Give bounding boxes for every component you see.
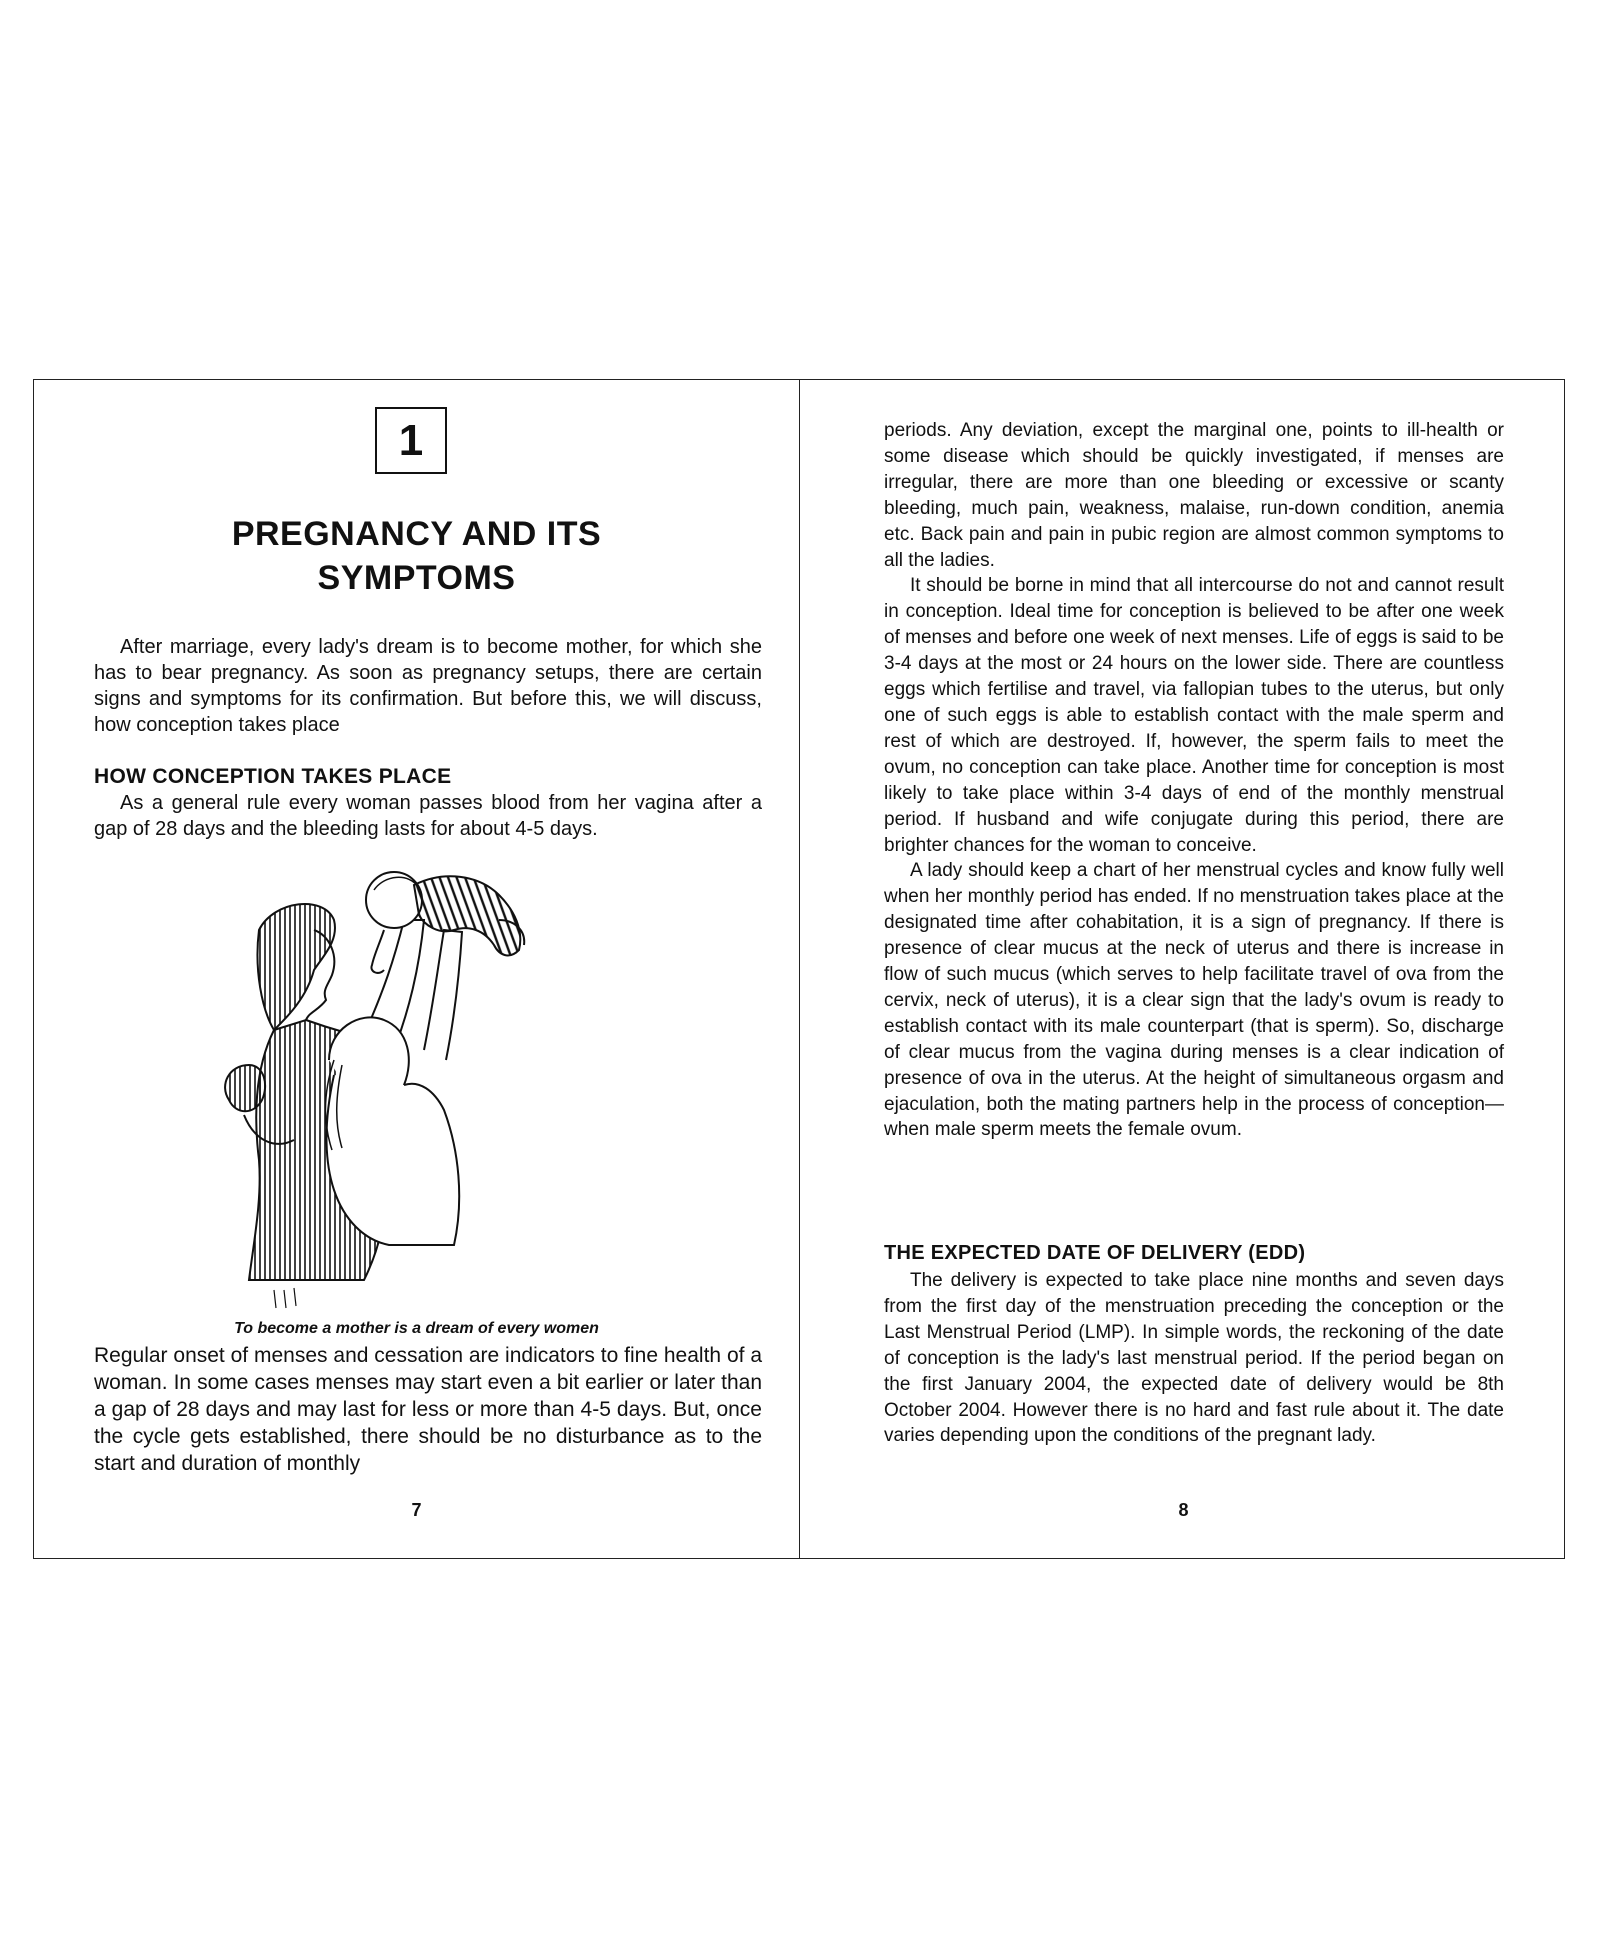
right-main-text	[884, 418, 1504, 1143]
page-number-left: 7	[411, 1500, 422, 1520]
menses-paragraph	[94, 1342, 762, 1477]
periods-paragraph: periods. Any deviation, except the marginal one, points to ill-health or some disease which should be quickly investigated, if menses are irregular, there are more than one bleeding or excessive or scanty bleeding, much pain, weakness, malaise, run-down condition, anemia etc. Back pain and pain in pubic region are almost common symptoms to all the ladies.	[884, 420, 1504, 571]
intercourse-paragraph: It should be borne in mind that all intercourse do not and cannot result in conception. Ideal time for conception is believed to be after one week of menses and before one week of next menses. Life of eggs is said to be 3-4 days at the most or 24 hours on the lower side. There are countless eggs which fertilise and travel, via fallopian tubes to the uterus, but only one of such eggs is able to establish contact with the male sperm and rest of which are destroyed. If, however, the sperm fails to meet the ovum, no conception can take place. Another time for conception is most likely to take place within 3-4 days of end of the monthly menstrual period. If husband and wife conjugate during this period, there are brighter chances for the woman to conceive.	[884, 575, 1504, 856]
page-divider	[799, 380, 800, 1558]
section-heading-edd: THE EXPECTED DATE OF DELIVERY (EDD)	[884, 1242, 1306, 1264]
conception-paragraph	[94, 790, 762, 842]
chapter-title	[34, 512, 799, 600]
intro-paragraph	[94, 634, 762, 738]
section-heading-conception: HOW CONCEPTION TAKES PLACE	[94, 765, 452, 788]
book-spread	[33, 379, 1565, 1559]
right-page	[801, 380, 1566, 1558]
menses-text: Regular onset of menses and cessation are indicators to fine health of a woman. In some cases menses may start even a bit earlier or later than a gap of 28 days and may last for less or more than 4-5 days. But, once the cycle gets established, there should be no disturbance as to the start and duration of monthly	[94, 1344, 762, 1475]
chapter-title-line1: PREGNANCY AND ITS	[231, 515, 602, 553]
edd-paragraph	[884, 1268, 1504, 1449]
intro-text: After marriage, every lady's dream is to become mother, for which she has to bear pregnancy. As soon as pregnancy setups, there are certain signs and symptoms for its confirmation. But before this, we will discuss, how conception takes place	[94, 636, 762, 736]
chart-paragraph: A lady should keep a chart of her menstrual cycles and know fully well when her monthly period has ended. If no menstruation takes place at the designated time after cohabitation, it is a sign of pregnancy. If there is presence of clear mucus at the neck of uterus and there is increase in flow of such mucus (which serves to help facilitate travel of ova from the cervix, neck of uterus), it is a clear sign that the lady's ovum is ready to establish contact with its male counterpart (that is sperm). So, discharge of clear mucus from the vagina during menses is a clear indication of presence of ova in the uterus. At the height of simultaneous orgasm and ejaculation, both the mating partners help in the process of conception—when male sperm meets the female ovum.	[884, 860, 1504, 1141]
edd-text: The delivery is expected to take place nine months and seven days from the first day of the menstruation preceding the conception or the Last Menstrual Period (LMP). In simple words, the reckoning of the date of conception is the lady's last menstrual period. If the period began on the first January 2004, the expected date of delivery would be 8th October 2004. However there is no hard and fast rule about it. The date varies depending upon the conditions of the pregnant lady.	[884, 1270, 1504, 1447]
conception-text: As a general rule every woman passes blood from her vagina after a gap of 28 days and the bleeding lasts for about 4-5 days.	[94, 792, 762, 840]
chapter-number: 1	[375, 407, 447, 474]
illustration-caption: To become a mother is a dream of every women	[234, 1320, 599, 1337]
chapter-title-line2: SYMPTOMS	[317, 559, 516, 597]
mother-baby-illustration	[214, 860, 654, 1310]
left-page	[34, 380, 799, 1558]
page-number-right: 8	[1178, 1500, 1189, 1520]
